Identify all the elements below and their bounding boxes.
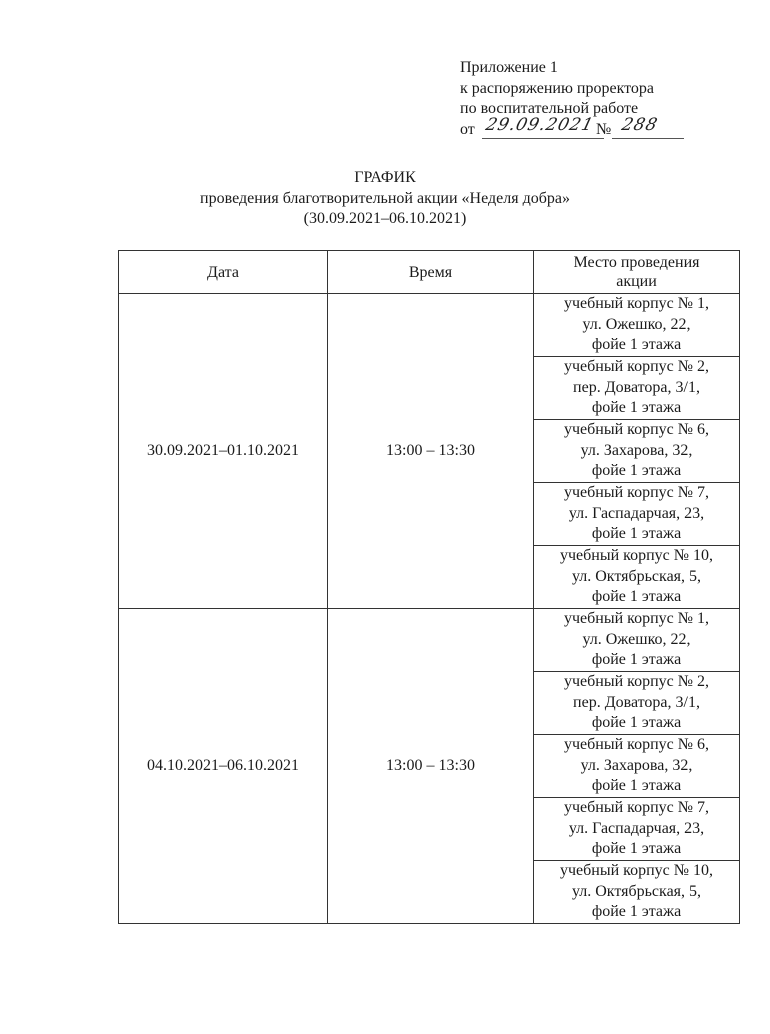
place-cell (534, 861, 740, 924)
table-header-row (119, 251, 740, 294)
table-row (119, 609, 740, 672)
appendix-line-3: по воспитательной работе (460, 100, 639, 117)
handwritten-number: 288 (619, 114, 661, 135)
time-cell: 13:00 – 13:30 (328, 609, 534, 924)
appendix-date-line (460, 114, 661, 141)
place-line-3: фойе 1 этажа (591, 399, 682, 417)
place-line-2: ул. Октябрьская, 5, (571, 567, 702, 585)
place-line-2: пер. Доватора, 3/1, (573, 693, 700, 711)
place-cell (534, 420, 740, 483)
place-line-2: ул. Октябрьская, 5, (571, 882, 702, 900)
place-line-3: фойе 1 этажа (591, 336, 682, 354)
place-line-1: учебный корпус № 2, (563, 673, 710, 691)
time-cell: 13:00 – 13:30 (328, 294, 534, 609)
schedule-table (118, 250, 740, 924)
place-line-1: учебный корпус № 10, (559, 547, 714, 565)
place-line-2: ул. Захарова, 32, (580, 756, 693, 774)
place-line-1: учебный корпус № 1, (563, 610, 710, 628)
number-underline (612, 138, 684, 139)
document-heading (0, 168, 770, 230)
place-line-2: ул. Захарова, 32, (580, 441, 693, 459)
place-cell (534, 546, 740, 609)
place-line-1: учебный корпус № 6, (563, 736, 710, 754)
document-subtitle: проведения благотворительной акции «Неделя добра» (200, 189, 570, 207)
number-label: № (596, 120, 612, 138)
schedule-body (119, 294, 740, 924)
handwritten-date: 29.09.2021 (483, 114, 596, 135)
document-title: ГРАФИК (354, 169, 416, 186)
place-line-3: фойе 1 этажа (591, 588, 682, 606)
place-line-3: фойе 1 этажа (591, 840, 682, 858)
appendix-line-1: Приложение 1 (460, 59, 558, 76)
place-line-3: фойе 1 этажа (591, 525, 682, 543)
date-cell: 30.09.2021–01.10.2021 (119, 294, 328, 609)
place-cell (534, 672, 740, 735)
header-time: Время (328, 251, 534, 294)
place-line-2: ул. Гаспадарчая, 23, (568, 504, 705, 522)
place-line-1: учебный корпус № 7, (563, 484, 710, 502)
place-line-1: учебный корпус № 2, (563, 358, 710, 376)
place-line-2: ул. Ожешко, 22, (582, 630, 691, 648)
date-cell: 04.10.2021–06.10.2021 (119, 609, 328, 924)
appendix-line-2: к распоряжению проректора (460, 79, 655, 97)
place-line-3: фойе 1 этажа (591, 714, 682, 732)
place-line-1: учебный корпус № 7, (563, 799, 710, 817)
place-line-3: фойе 1 этажа (591, 903, 682, 921)
from-label: от (460, 120, 475, 138)
place-line-3: фойе 1 этажа (591, 462, 682, 480)
place-line-1: учебный корпус № 10, (559, 862, 714, 880)
place-line-3: фойе 1 этажа (591, 777, 682, 795)
place-cell (534, 483, 740, 546)
place-cell (534, 357, 740, 420)
place-cell (534, 798, 740, 861)
place-line-1: учебный корпус № 6, (563, 421, 710, 439)
place-line-3: фойе 1 этажа (591, 651, 682, 669)
document-period: (30.09.2021–06.10.2021) (303, 210, 467, 227)
header-place (534, 251, 740, 294)
appendix-note (460, 58, 661, 140)
header-place-line-1: Место проведения (573, 254, 700, 271)
date-underline (482, 138, 604, 139)
place-line-2: ул. Ожешко, 22, (582, 315, 691, 333)
header-place-line-2: акции (616, 273, 657, 290)
place-cell (534, 735, 740, 798)
place-cell (534, 294, 740, 357)
header-date: Дата (119, 251, 328, 294)
table-row (119, 294, 740, 357)
place-cell (534, 609, 740, 672)
place-line-1: учебный корпус № 1, (563, 295, 710, 313)
place-line-2: пер. Доватора, 3/1, (573, 378, 700, 396)
place-line-2: ул. Гаспадарчая, 23, (568, 819, 705, 837)
